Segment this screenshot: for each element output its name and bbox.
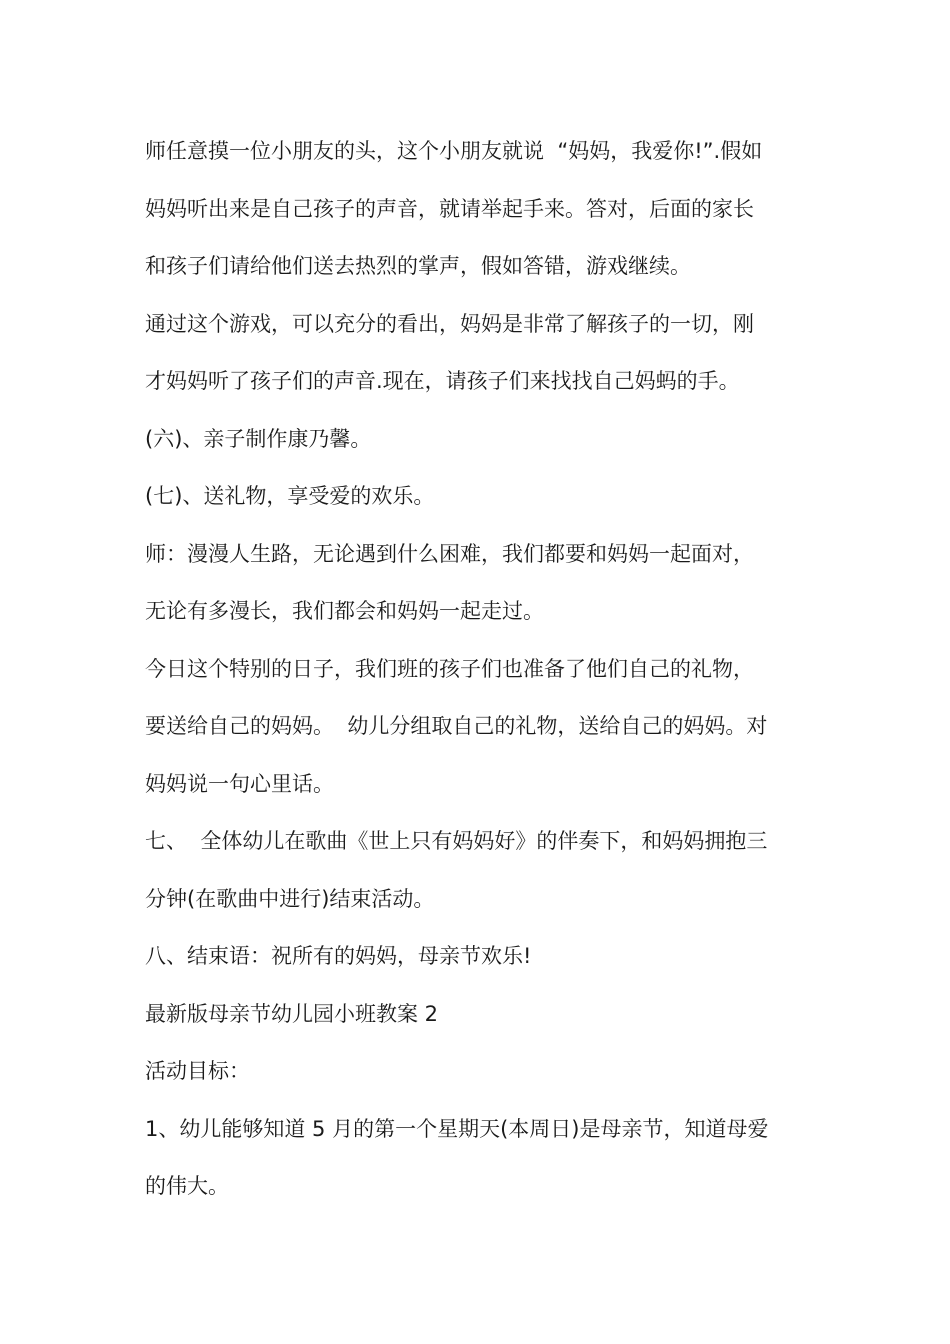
text-line: 妈妈说一句心里话。 — [145, 771, 334, 796]
text-line: 的伟大。 — [145, 1174, 229, 1198]
section-heading: (七)、送礼物，享受爱的欢乐。 — [145, 484, 435, 508]
text-line: 通过这个游戏，可以充分的看出，妈妈是非常了解孩子的一切，刚 — [145, 311, 754, 336]
document-body — [145, 126, 815, 1219]
section-heading: 活动目标： — [145, 1059, 250, 1083]
text-line: 和孩子们请给他们送去热烈的掌声，假如答错，游戏继续。 — [145, 254, 691, 278]
text-line: 今日这个特别的日子，我们班的孩子们也准备了他们自己的礼物， — [145, 656, 754, 681]
text-line: 分钟(在歌曲中进行)结束活动。 — [145, 886, 435, 911]
section-heading: 七、 全体幼儿在歌曲《世上只有妈妈好》的伴奏下，和妈妈拥抱三 — [145, 829, 768, 853]
section-heading: 八、结束语：祝所有的妈妈，母亲节欢乐! — [145, 944, 532, 968]
text-line: 无论有多漫长，我们都会和妈妈一起走过。 — [145, 599, 544, 623]
text-line: 师：漫漫人生路，无论遇到什么困难，我们都要和妈妈一起面对， — [145, 541, 754, 566]
text-line: 师任意摸一位小朋友的头，这个小朋友就说 “妈妈，我爱你!”.假如 — [145, 139, 763, 163]
document-title: 最新版母亲节幼儿园小班教案 2 — [145, 1001, 439, 1026]
list-item: 1、幼儿能够知道 5 月的第一个星期天(本周日)是母亲节，知道母爱 — [145, 1116, 769, 1141]
text-line: 妈妈听出来是自己孩子的声音，就请举起手来。答对，后面的家长 — [145, 196, 754, 221]
text-line: 才妈妈听了孩子们的声音.现在，请孩子们来找找自己妈蚂的手。 — [145, 369, 740, 393]
section-heading: (六)、亲子制作康乃馨。 — [145, 426, 372, 451]
text-line: 要送给自己的妈妈。 幼儿分组取自己的礼物，送给自己的妈妈。对 — [145, 714, 768, 738]
